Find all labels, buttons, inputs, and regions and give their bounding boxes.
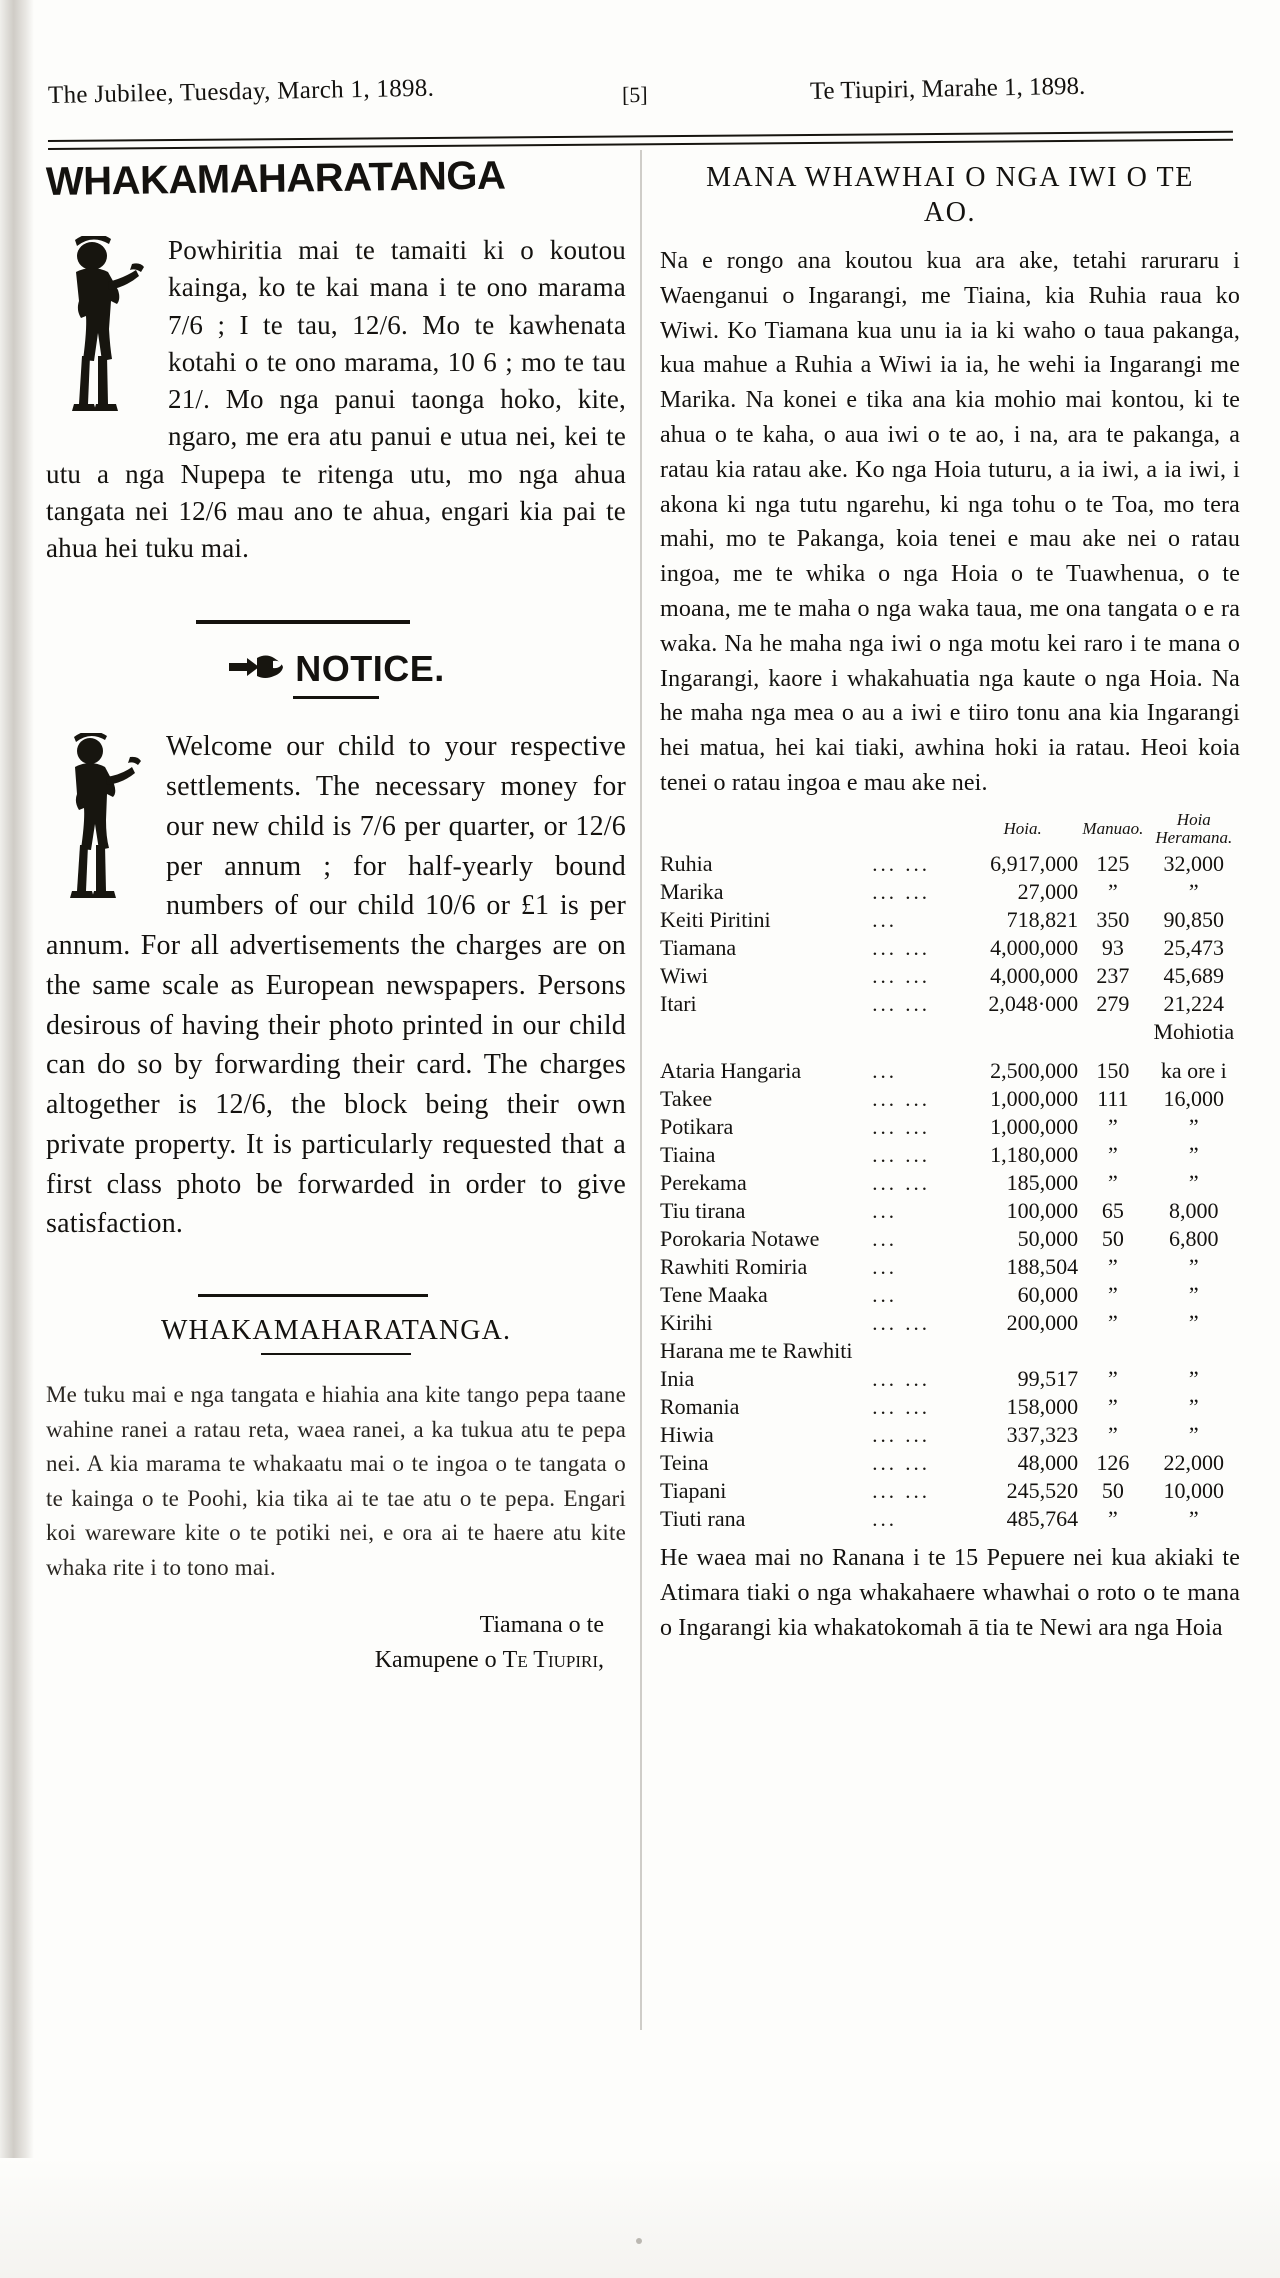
row-leader-dots: ... ... (872, 1087, 930, 1112)
row-leader-dots: ... ... (872, 1143, 930, 1168)
right-headline-line-1: MANA WHAWHAI O NGA IWI O TE (706, 162, 1194, 193)
row-soldiers: 1,180,000 (990, 1142, 1079, 1168)
table-row (660, 1046, 1240, 1085)
row-sailors: 32,000 (1163, 851, 1225, 877)
gentleman-figure-icon (46, 733, 154, 913)
row-leader-dots: ... ... (872, 992, 930, 1017)
row-leader-dots: ... ... (872, 1479, 930, 1504)
row-leader-dots (872, 1018, 967, 1046)
table-row (660, 1421, 1240, 1449)
row-warships: ” (1107, 1422, 1118, 1448)
row-soldiers: 718,821 (1006, 907, 1079, 933)
row-sailors: Mohiotia (1153, 1019, 1235, 1045)
notice-english-block (46, 727, 626, 1244)
row-leader-dots: ... (872, 1283, 897, 1308)
table-row (660, 1337, 1240, 1365)
row-soldiers: 60,000 (1017, 1282, 1079, 1308)
row-soldiers: 4,000,000 (990, 963, 1079, 989)
row-sailors: 8,000 (1169, 1198, 1219, 1224)
table-row (660, 850, 1240, 878)
table-row (660, 1141, 1240, 1169)
row-country-name: Marika (660, 879, 724, 905)
left-subheading: WHAKAMAHARATANGA. (160, 1315, 512, 1346)
orator-figure-icon (46, 236, 158, 426)
row-leader-dots: ... ... (872, 1115, 930, 1140)
row-sailors: 25,473 (1163, 935, 1225, 961)
table-row (660, 1449, 1240, 1477)
masthead (0, 72, 1280, 124)
row-country-name: Potikara (660, 1114, 734, 1140)
signoff-line-2 (46, 1643, 604, 1678)
row-country-name: Ruhia (660, 851, 713, 877)
th-blank-dots (872, 811, 967, 851)
row-soldiers: 485,764 (1006, 1506, 1079, 1532)
row-warships: ” (1107, 1282, 1118, 1308)
table-row (660, 1113, 1240, 1141)
table-row (660, 1225, 1240, 1253)
row-sailors: ” (1188, 879, 1199, 905)
row-leader-dots: ... ... (872, 1311, 930, 1336)
scan-bottom-shadow (0, 2158, 1280, 2278)
row-warships: 125 (1096, 851, 1130, 877)
right-headline-line-2: AO. (923, 197, 977, 228)
row-warships (1078, 1018, 1147, 1046)
row-soldiers: 50,000 (1017, 1226, 1079, 1252)
table-row (660, 1365, 1240, 1393)
th-hoia-heramana: Hoia Heramana. (1155, 809, 1233, 847)
row-sailors: 21,224 (1163, 991, 1225, 1017)
notice-underline (293, 696, 379, 699)
row-leader-dots: ... (872, 1255, 897, 1280)
row-warships: 50 (1101, 1226, 1124, 1252)
table-header-row (660, 811, 1240, 851)
row-leader-dots: ... ... (872, 1395, 930, 1420)
row-soldiers: 2,500,000 (990, 1058, 1079, 1084)
right-tail-text: He waea mai no Ranana i te 15 Pepuere nei kua akiaki te Atimara tiaki o nga whakahaere whawhai o roto o te mana o Ingarangi kia whakatokomah ā tia te Newi ara nga Hoia (660, 1545, 1240, 1642)
row-country-name (660, 1018, 872, 1046)
row-warships: ” (1107, 1310, 1118, 1336)
row-sailors: ” (1188, 1114, 1199, 1140)
row-warships: ” (1107, 1254, 1118, 1280)
row-country-name: Perekama (660, 1170, 747, 1196)
row-warships: ” (1107, 1114, 1118, 1140)
row-sailors: 16,000 (1163, 1086, 1225, 1112)
left-column (45, 153, 626, 1678)
signoff (46, 1608, 626, 1678)
row-warships: 50 (1101, 1478, 1124, 1504)
row-country-name: Tiu tirana (660, 1198, 746, 1224)
row-sailors: ” (1188, 1366, 1199, 1392)
row-warships: 111 (1097, 1086, 1129, 1112)
th-manuao: Manuao. (1082, 818, 1144, 838)
pointing-hand-icon (227, 652, 285, 687)
scan-left-edge (0, 0, 34, 2278)
row-country-name: Itari (660, 991, 697, 1017)
row-sailors: 45,689 (1163, 963, 1225, 989)
subheading-underline (261, 1353, 411, 1355)
row-soldiers: 99,517 (1017, 1366, 1079, 1392)
scan-speck (636, 2238, 642, 2244)
row-soldiers: 27,000 (1017, 879, 1079, 905)
row-leader-dots: ... ... (872, 964, 930, 989)
row-sailors (1148, 1337, 1240, 1365)
row-country-name: Hiwia (660, 1422, 714, 1448)
row-soldiers: 1,000,000 (990, 1086, 1079, 1112)
table-row (660, 1309, 1240, 1337)
row-warships: 93 (1101, 935, 1124, 961)
advert-maori-block (46, 232, 626, 567)
row-soldiers: 6,917,000 (990, 851, 1079, 877)
row-country-name: Kirihi (660, 1310, 713, 1336)
row-country-name: Porokaria Notawe (660, 1226, 820, 1252)
row-warships: ” (1107, 1170, 1118, 1196)
table-row (660, 934, 1240, 962)
divider-1 (196, 620, 410, 624)
row-soldiers: 1,000,000 (990, 1114, 1079, 1140)
th-blank (660, 811, 872, 851)
row-leader-dots: ... ... (872, 880, 930, 905)
row-country-name: Tene Maaka (660, 1282, 768, 1308)
row-warships: 350 (1096, 907, 1130, 933)
table-body (660, 850, 1240, 1533)
row-sailors: ” (1188, 1170, 1199, 1196)
row-leader-dots: ... ... (872, 936, 930, 961)
notice-english-text: Welcome our child to your respective settlements. The necessary money for our new child is 7/6 per quarter, or 12/6 per annum ; for half-yearly bound numbers of our child 10/6 or £1 is per annum. For all advertisements the charges are on the same scale as European newspapers. Persons desirous of having their photo printed in our child can do so by forwarding their card. The charges altogether is 12/6, the block being their own private property. It is particularly requested that a first class photo be forwarded in order to give satisfaction. (46, 731, 626, 1240)
row-sailors: ” (1188, 1142, 1199, 1168)
notice-label: NOTICE. (295, 648, 445, 690)
row-soldiers (967, 1018, 1078, 1046)
row-sailors: 6,800 (1169, 1226, 1219, 1252)
row-country-name: Wiwi (660, 963, 708, 989)
page-number: [5] (621, 81, 648, 108)
table-row (660, 1505, 1240, 1533)
row-leader-dots: ... (872, 1507, 897, 1532)
row-warships: ” (1107, 1142, 1118, 1168)
row-leader-dots: ... ... (872, 1451, 930, 1476)
table-row (660, 1085, 1240, 1113)
row-soldiers: 185,000 (1006, 1170, 1079, 1196)
table-row (660, 878, 1240, 906)
military-strength-table (660, 811, 1240, 1534)
row-leader-dots: ... (872, 1059, 897, 1084)
row-sailors: ” (1188, 1394, 1199, 1420)
signoff-company-pre: Kamupene o (374, 1646, 503, 1673)
row-country-name: Tiaina (660, 1142, 716, 1168)
row-country-name: Tiamana (660, 935, 737, 961)
signoff-line-1: Tiamana o te (479, 1612, 604, 1638)
row-warships: 126 (1096, 1450, 1130, 1476)
row-leader-dots: ... ... (872, 852, 930, 877)
table-row (660, 1281, 1240, 1309)
row-country-name: Tiuti rana (660, 1506, 746, 1532)
table-row (660, 1253, 1240, 1281)
masthead-left: The Jubilee, Tuesday, March 1, 1898. (47, 74, 435, 109)
left-headline: WHAKAMAHARATANGA (45, 153, 506, 204)
th-hoia: Hoia. (1003, 818, 1042, 838)
row-soldiers: 188,504 (1006, 1254, 1079, 1280)
row-country-name: Takee (660, 1086, 713, 1112)
row-leader-dots: ... (872, 908, 897, 933)
row-country-name: Rawhiti Romiria (660, 1254, 808, 1280)
row-leader-dots: ... (872, 1199, 897, 1224)
row-country-name: Harana me te Rawhiti (660, 1338, 853, 1364)
row-warships: 65 (1101, 1198, 1124, 1224)
row-sailors: ” (1188, 1506, 1199, 1532)
row-soldiers: 2,048·000 (988, 991, 1079, 1017)
row-warships: ” (1107, 1506, 1118, 1532)
row-warships (1078, 1337, 1147, 1365)
right-column (660, 160, 1240, 1670)
row-country-name: Tiapani (660, 1478, 727, 1504)
row-country-name: Keiti Piritini (660, 907, 771, 933)
row-soldiers: 337,323 (1006, 1422, 1079, 1448)
row-leader-dots (872, 1337, 967, 1365)
row-sailors: ” (1188, 1254, 1199, 1280)
right-headline (660, 160, 1240, 230)
column-divider (640, 150, 642, 2030)
table-row (660, 962, 1240, 990)
row-country-name: Teina (660, 1450, 709, 1476)
row-warships: ” (1107, 1366, 1118, 1392)
table-row (660, 1477, 1240, 1505)
row-warships: ” (1107, 879, 1118, 905)
row-country-name: Inia (660, 1366, 695, 1392)
row-soldiers: 245,520 (1006, 1478, 1079, 1504)
row-sailors: 10,000 (1163, 1478, 1225, 1504)
row-leader-dots: ... ... (872, 1171, 930, 1196)
row-leader-dots: ... (872, 1227, 897, 1252)
divider-2 (198, 1294, 428, 1297)
table-row (660, 1393, 1240, 1421)
row-sailors: ” (1188, 1422, 1199, 1448)
row-sailors: ” (1188, 1310, 1199, 1336)
row-soldiers: 100,000 (1006, 1198, 1079, 1224)
table-row (660, 1197, 1240, 1225)
row-warships: 237 (1096, 963, 1130, 989)
table-row (660, 1018, 1240, 1046)
row-leader-dots: ... ... (872, 1423, 930, 1448)
row-warships: 150 (1096, 1058, 1130, 1084)
advert-maori-text: Powhiritia mai te tamaiti ki o koutou kainga, ko te kai mana i te ono marama 7/6 ; I te tau, 12/6. Mo te kawhenata kotahi o te ono marama, 10 6 ; mo te tau 21/. Mo nga panui taonga hoko, kite, ngaro, me era atu panui e utua nei, kei te utu a nga Nupepa te ritenga utu, mo nga ahua tangata nei 12/6 mau ano te ahua, engari kia pai te ahua hei tuku mai. (46, 235, 626, 563)
left-subheading-body: Me tuku mai e nga tangata e hiahia ana kite tango pepa taane wahine ranei a ratau reta, waea ranei, a ka tukua atu te pepa nei. A kia marama te whakaatu mai o te ingoa o te tangata o te kainga o te Poohi, kia tika ai te tae atu o te pepa. Engari koi wareware kite o te potiki nei, e ora ai te haere atu kite whaka rite i to tono mai. (46, 1382, 626, 1580)
row-soldiers: 200,000 (1006, 1310, 1079, 1336)
row-soldiers: 158,000 (1006, 1394, 1079, 1420)
row-warships: 279 (1096, 991, 1130, 1017)
table-row (660, 990, 1240, 1018)
row-country-name: Romania (660, 1394, 740, 1420)
right-body-text: Na e rongo ana koutou kua ara ake, tetahi raruraru i Waenganui o Ingarangi, me Tiaina, kia Ruhia raua ko Wiwi. Ko Tiamana kua unu ia ia ki waho o taua pakanga, kua mahue a Ruhia a Wiwi ia ia, he wehi ia Ingarangi me Marika. Na konei e tika ana kia mohio mai kontou, ki te ahua o te kaha, o aua iwi o te ao, i na, ara te pakanga, a ratau kia ratau ake. Ko nga Hoia tuturu, a ia iwi, a ia iwi, i akona ki nga tutu ngarehu, ki nga tohu o te Toa, mo tera mahi, mo te Pakanga, koia tenei e mau ake nei o ratau ingoa, me te whika o nga Hoia o te Tuawhenua, o te moana, me te maha o nga waka taua, me ona tangata o e ra waka. Na he maha nga iwi o nga motu kei raro i te mana o Ingarangi, kaore i whakahuatia nga kaute o nga Hoia. Na he maha nga mea o au a iwi e tiiro tonu ana kia Ingarangi hei matua, hei kai tiaki, awhina hoki ia ratau. Heoi koia tenei o ratau ingoa e mau ake nei. (660, 248, 1240, 796)
row-sailors: 22,000 (1163, 1450, 1225, 1476)
masthead-right: Te Tiupiri, Marahe 1, 1898. (809, 72, 1086, 105)
table-row (660, 1169, 1240, 1197)
header-rule (48, 131, 1233, 150)
signoff-company-name: Te Tiupiri, (502, 1646, 604, 1673)
row-warships: ” (1107, 1394, 1118, 1420)
row-soldiers: 4,000,000 (990, 935, 1079, 961)
table-row (660, 906, 1240, 934)
row-sailors: 90,850 (1163, 907, 1225, 933)
row-soldiers (967, 1337, 1078, 1365)
row-country-name: Ataria Hangaria (660, 1058, 802, 1084)
notice-heading (46, 648, 626, 690)
row-sailors: ka ore i (1160, 1058, 1227, 1084)
row-leader-dots: ... ... (872, 1367, 930, 1392)
right-body-block (660, 244, 1240, 801)
row-sailors: ” (1188, 1282, 1199, 1308)
row-soldiers: 48,000 (1017, 1450, 1079, 1476)
